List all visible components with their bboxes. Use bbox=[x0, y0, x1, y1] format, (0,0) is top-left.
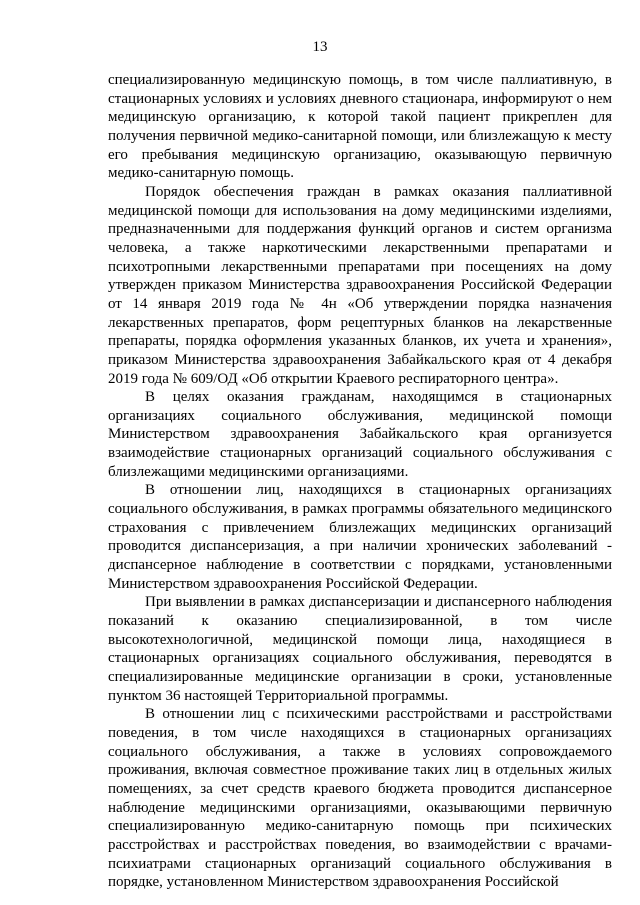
paragraph-dispensarization: В отношении лиц, находящихся в стационарных организациях социального обслуживания, в рамках программы обязательного медицинского страхования с привлечением близлежащих медицинских организаций проводится диспансеризация, а при наличии хронических заболеваний - диспансерное наблюдение в соответствии с порядками, установленными Министерством здравоохранения Российской Федерации. bbox=[108, 482, 612, 592]
paragraph-specialized-transfer: При выявлении в рамках диспансеризации и диспансерного наблюдения показаний к оказанию специализированной, в том числе высокотехнологичной, медицинской помощи лица, находящиеся в стационарных организациях социального обслуживания, переводятся в специализированные медицинские организации в сроки, установленные пунктом 36 настоящей Территориальной программы. bbox=[108, 594, 612, 704]
paragraph-mental-disorders: В отношении лиц с психическими расстройствами и расстройствами поведения, в том числе находящихся в стационарных организациях социального обслуживания, а также в условиях сопровождаемого проживания, включая совместное проживание таких лиц в отдельных жилых помещениях, за счет средств краевого бюджета проводится диспансерное наблюдение медицинскими организациями, оказывающими первичную специализированную медико-санитарную помощь при психических расстройствах и расстройствах поведения, во взаимодействии с врачами-психиатрами стационарных организаций социального обслуживания в порядке, установленном Министерством здравоохранения Российской bbox=[108, 706, 612, 891]
paragraph-social-care-interaction: В целях оказания гражданам, находящимся в стационарных организациях социального обслуживания, медицинской помощи Министерством здравоохранения Забайкальского края организуется взаимодействие стационарных организаций социального обслуживания с близлежащими медицинскими организациями. bbox=[108, 389, 612, 480]
document-body bbox=[108, 71, 612, 892]
paragraph-palliative-order: Порядок обеспечения граждан в рамках оказания паллиативной медицинской помощи для использования на дому медицинскими изделиями, предназначенными для поддержания функций органов и систем организма человека, а также наркотическими лекарственными препаратами и психотропными лекарственными препаратами при посещениях на дому утвержден приказом Министерства здравоохранения Российской Федерации от 14 января 2019 года № 4н «Об утверждении порядка назначения лекарственных препаратов, форм рецептурных бланков на лекарственные препараты, порядка оформления указанных бланков, их учета и хранения», приказом Министерства здравоохранения Забайкальского края от 4 декабря 2019 года № 609/ОД «Об открытии Краевого респираторного центра». bbox=[108, 183, 612, 387]
page-number: 13 bbox=[312, 39, 328, 55]
paragraph-continuation: специализированную медицинскую помощь, в том числе паллиативную, в стационарных условиях и условиях дневного стационара, информируют о нем медицинскую организацию, к которой такой пациент прикреплен для получения первичной медико-санитарной помощи, или близлежащую к месту его пребывания медицинскую организацию, оказывающую первичную медико-санитарную помощь. bbox=[108, 72, 612, 182]
